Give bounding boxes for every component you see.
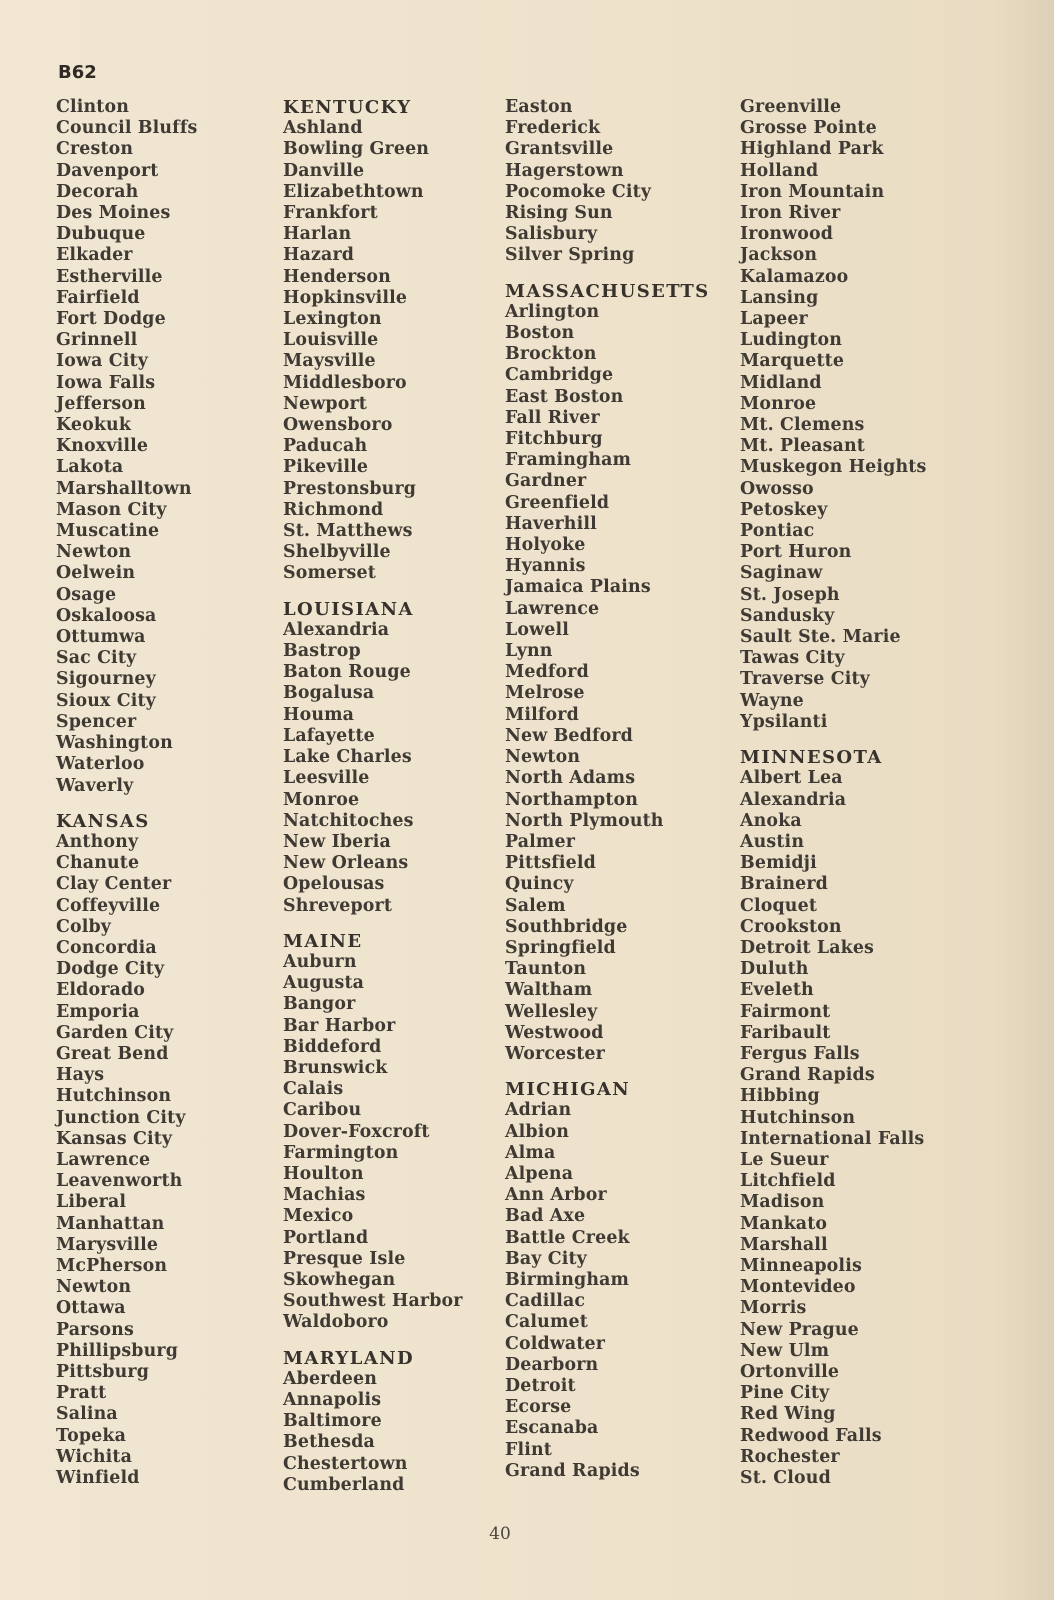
city-name: Muskegon Heights xyxy=(740,457,927,478)
city-name: Farmington xyxy=(283,1142,399,1163)
city-name: Frederick xyxy=(505,118,601,139)
city-name: Sac City xyxy=(56,648,137,669)
city-name: Garden City xyxy=(56,1022,174,1043)
city-name: Somerset xyxy=(283,563,376,584)
city-name: Fergus Falls xyxy=(740,1043,860,1064)
city-name: Coldwater xyxy=(505,1333,606,1354)
city-name: Iowa City xyxy=(56,351,148,372)
city-name: Colby xyxy=(56,916,112,937)
city-name: Pocomoke City xyxy=(505,181,652,202)
city-name: Brockton xyxy=(505,344,597,365)
city-name: Knoxville xyxy=(56,436,149,457)
city-name: Clinton xyxy=(56,97,130,117)
city-name: Dover-Foxcroft xyxy=(283,1121,430,1142)
city-name: Grinnell xyxy=(56,330,138,351)
city-name: Southwest Harbor xyxy=(283,1291,463,1312)
city-name: Calais xyxy=(283,1079,344,1100)
city-name: Elizabethtown xyxy=(283,181,424,202)
city-name: Litchfield xyxy=(740,1171,836,1192)
city-name: Tawas City xyxy=(740,648,845,669)
city-name: Skowhegan xyxy=(283,1269,396,1290)
city-name: Waltham xyxy=(505,980,593,1001)
city-name: Wichita xyxy=(56,1446,133,1467)
city-name: Pratt xyxy=(56,1383,107,1404)
city-name: Bethesda xyxy=(283,1432,375,1453)
city-name: Houma xyxy=(283,704,355,725)
city-name: Oelwein xyxy=(56,563,136,584)
city-name: Bastrop xyxy=(283,641,361,662)
city-name: Leavenworth xyxy=(56,1171,183,1192)
city-name: Albion xyxy=(505,1121,570,1142)
city-name: Baltimore xyxy=(283,1411,382,1432)
city-name: Owensboro xyxy=(283,415,393,436)
city-name: Holland xyxy=(740,160,819,181)
city-name: Dodge City xyxy=(56,959,165,980)
city-name: North Adams xyxy=(505,768,636,789)
city-name: Sault Ste. Marie xyxy=(740,627,901,648)
city-name: Flint xyxy=(505,1439,552,1460)
city-name: Lafayette xyxy=(283,725,375,746)
city-name: Alpena xyxy=(505,1163,574,1184)
city-name: Lawrence xyxy=(505,598,600,619)
city-name: Milford xyxy=(505,704,579,725)
state-heading: MICHIGAN xyxy=(505,1079,631,1101)
city-name: Parsons xyxy=(56,1319,134,1340)
city-name: Henderson xyxy=(283,266,391,287)
city-name: Ortonville xyxy=(740,1361,840,1382)
city-name: Maysville xyxy=(283,351,376,372)
city-name: Junction City xyxy=(56,1107,186,1128)
column-3 xyxy=(505,97,710,1482)
city-name: Shreveport xyxy=(283,895,393,916)
city-name: North Plymouth xyxy=(505,810,664,831)
city-name: Salisbury xyxy=(505,224,598,245)
city-name: Marysville xyxy=(56,1234,159,1255)
city-name: Pontiac xyxy=(740,521,815,542)
city-name: Fall River xyxy=(505,407,600,428)
city-name: Davenport xyxy=(56,160,159,181)
city-name: Clay Center xyxy=(56,874,172,895)
city-name: Rochester xyxy=(740,1446,840,1467)
city-name: Arlington xyxy=(505,301,600,322)
city-name: Silver Spring xyxy=(505,245,635,266)
city-name: Newton xyxy=(56,542,132,563)
city-name: Iron River xyxy=(740,203,841,224)
city-name: Elkader xyxy=(56,245,133,266)
city-name: Newport xyxy=(283,393,367,414)
city-name: Alexandria xyxy=(740,789,847,810)
city-name: Paducah xyxy=(283,436,368,457)
city-name: Topeka xyxy=(56,1425,126,1446)
city-name: Rising Sun xyxy=(505,203,613,224)
city-name: Highland Park xyxy=(740,139,884,160)
city-name: Traverse City xyxy=(740,669,870,690)
city-name: New Iberia xyxy=(283,831,391,852)
city-name: Grosse Pointe xyxy=(740,118,877,139)
city-name: Iowa Falls xyxy=(56,372,156,393)
city-name: New Orleans xyxy=(283,853,409,874)
city-name: Cadillac xyxy=(505,1291,586,1312)
city-name: Louisville xyxy=(283,330,379,351)
city-name: Boston xyxy=(505,323,575,344)
city-name: Bogalusa xyxy=(283,683,375,704)
city-name: Ashland xyxy=(283,118,363,139)
city-name: Lawrence xyxy=(56,1149,151,1170)
city-name: Fitchburg xyxy=(505,429,603,450)
city-name: Creston xyxy=(56,139,134,160)
city-name: Hyannis xyxy=(505,556,586,577)
city-name: Bar Harbor xyxy=(283,1015,396,1036)
city-name: Iron Mountain xyxy=(740,181,885,202)
city-name: Calumet xyxy=(505,1312,588,1333)
city-name: Sioux City xyxy=(56,690,156,711)
city-name: Pittsburg xyxy=(56,1361,150,1382)
city-name: Minneapolis xyxy=(740,1255,862,1276)
city-name: Des Moines xyxy=(56,203,171,224)
city-name: Oskaloosa xyxy=(56,605,157,626)
city-name: Northampton xyxy=(505,789,639,810)
city-name: Southbridge xyxy=(505,916,628,937)
city-name: Washington xyxy=(56,733,173,754)
city-name: Baton Rouge xyxy=(283,662,411,683)
city-name: Middlesboro xyxy=(283,372,407,393)
city-name: Hagerstown xyxy=(505,160,624,181)
city-name: Detroit xyxy=(505,1375,576,1396)
city-name: Emporia xyxy=(56,1001,140,1022)
city-name: Taunton xyxy=(505,959,587,980)
city-name: Medford xyxy=(505,662,589,683)
city-name: Prestonsburg xyxy=(283,478,417,499)
city-name: Annapolis xyxy=(283,1389,382,1410)
city-name: Estherville xyxy=(56,266,163,287)
city-name: Faribault xyxy=(740,1022,831,1043)
city-name: St. Joseph xyxy=(740,584,840,605)
city-name: Marshall xyxy=(740,1234,828,1255)
city-name: Liberal xyxy=(56,1192,127,1213)
city-name: St. Cloud xyxy=(740,1468,831,1488)
city-name: Marquette xyxy=(740,351,845,372)
city-name: Quincy xyxy=(505,874,574,895)
city-name: Redwood Falls xyxy=(740,1425,882,1446)
city-name: Crookston xyxy=(740,916,842,937)
city-name: Presque Isle xyxy=(283,1248,406,1269)
state-heading: MASSACHUSETTS xyxy=(505,280,710,302)
city-name: Harlan xyxy=(283,224,352,245)
city-name: Petoskey xyxy=(740,499,828,520)
city-name: Detroit Lakes xyxy=(740,937,874,958)
city-name: Gardner xyxy=(505,471,587,492)
city-name: Red Wing xyxy=(740,1404,836,1425)
city-name: Kalamazoo xyxy=(740,266,849,287)
city-name: Jefferson xyxy=(56,393,146,414)
city-name: Biddeford xyxy=(283,1036,382,1057)
city-name: Leesville xyxy=(283,768,370,789)
page-code: B62 xyxy=(58,62,97,83)
city-name: Haverhill xyxy=(505,513,597,534)
city-name: Cambridge xyxy=(505,365,614,386)
city-name: Bowling Green xyxy=(283,139,430,160)
city-name: Morris xyxy=(740,1298,807,1319)
city-name: Lansing xyxy=(740,287,819,308)
city-name: Mankato xyxy=(740,1213,828,1234)
city-name: Albert Lea xyxy=(740,768,843,789)
city-name: Cumberland xyxy=(283,1474,405,1495)
city-name: Ann Arbor xyxy=(505,1185,607,1206)
city-name: St. Matthews xyxy=(283,521,413,542)
city-name: Portland xyxy=(283,1227,369,1248)
city-name: Caribou xyxy=(283,1100,362,1121)
city-name: Lapeer xyxy=(740,309,808,330)
city-name: Port Huron xyxy=(740,542,852,563)
city-name: Chestertown xyxy=(283,1453,408,1474)
city-name: Newton xyxy=(505,747,581,768)
city-name: Bay City xyxy=(505,1248,587,1269)
city-name: Lowell xyxy=(505,619,569,640)
city-name: Keokuk xyxy=(56,415,132,436)
city-name: Mexico xyxy=(283,1206,354,1227)
city-name: Lexington xyxy=(283,309,382,330)
city-name: Hopkinsville xyxy=(283,287,408,308)
city-name: Wayne xyxy=(740,690,804,711)
city-name: Grantsville xyxy=(505,139,614,160)
city-name: Jackson xyxy=(740,245,818,266)
city-name: East Boston xyxy=(505,386,624,407)
city-name: Brainerd xyxy=(740,874,828,895)
city-name: Alma xyxy=(505,1142,556,1163)
city-name: International Falls xyxy=(740,1128,925,1149)
city-name: Lynn xyxy=(505,641,553,662)
city-name: Eveleth xyxy=(740,980,814,1001)
city-name: Mt. Clemens xyxy=(740,415,865,436)
state-heading: MARYLAND xyxy=(283,1347,415,1369)
city-name: Coffeyville xyxy=(56,895,161,916)
city-name: Springfield xyxy=(505,937,616,958)
city-name: Hutchinson xyxy=(740,1107,856,1128)
state-heading: MINNESOTA xyxy=(740,747,883,769)
city-name: Greenville xyxy=(740,97,842,117)
city-name: Fairmont xyxy=(740,1001,831,1022)
city-name: Council Bluffs xyxy=(56,118,198,139)
city-name: Pine City xyxy=(740,1383,830,1404)
city-name: Houlton xyxy=(283,1163,364,1184)
city-name: Saginaw xyxy=(740,563,823,584)
city-name: Birmingham xyxy=(505,1269,630,1290)
city-name: Frankfort xyxy=(283,203,378,224)
city-name: Palmer xyxy=(505,831,576,852)
city-name: Dearborn xyxy=(505,1354,599,1375)
city-name: Grand Rapids xyxy=(740,1065,875,1086)
city-name: Chanute xyxy=(56,853,140,874)
city-name: Fairfield xyxy=(56,287,140,308)
city-name: Owosso xyxy=(740,478,814,499)
state-heading: MAINE xyxy=(283,930,363,952)
city-name: Osage xyxy=(56,584,117,605)
city-name: Le Sueur xyxy=(740,1149,829,1170)
city-name: Holyoke xyxy=(505,535,586,556)
page-number: 40 xyxy=(489,1524,511,1544)
city-name: Kansas City xyxy=(56,1128,173,1149)
state-heading: KANSAS xyxy=(56,810,150,832)
state-heading: KENTUCKY xyxy=(283,97,412,118)
city-name: New Ulm xyxy=(740,1340,830,1361)
city-name: Sigourney xyxy=(56,669,156,690)
column-2 xyxy=(283,97,463,1496)
city-name: Aberdeen xyxy=(283,1368,378,1389)
city-name: Ottawa xyxy=(56,1298,126,1319)
city-name: Richmond xyxy=(283,499,384,520)
city-name: Spencer xyxy=(56,711,137,732)
city-name: Machias xyxy=(283,1185,366,1206)
city-name: Wellesley xyxy=(505,1001,598,1022)
city-name: Dubuque xyxy=(56,224,146,245)
city-name: Ludington xyxy=(740,330,843,351)
city-name: Hibbing xyxy=(740,1086,820,1107)
city-name: Bangor xyxy=(283,994,356,1015)
city-name: Alexandria xyxy=(283,619,390,640)
city-name: Phillipsburg xyxy=(56,1340,179,1361)
city-name: Escanaba xyxy=(505,1418,599,1439)
city-name: Framingham xyxy=(505,450,632,471)
city-name: Battle Creek xyxy=(505,1227,630,1248)
city-name: Sandusky xyxy=(740,605,835,626)
city-name: Montevideo xyxy=(740,1277,856,1298)
city-name: Pikeville xyxy=(283,457,369,478)
city-name: Salem xyxy=(505,895,566,916)
city-name: Natchitoches xyxy=(283,810,414,831)
state-heading: LOUISIANA xyxy=(283,598,414,620)
city-name: New Prague xyxy=(740,1319,859,1340)
city-name: Madison xyxy=(740,1192,825,1213)
city-name: Cloquet xyxy=(740,895,817,916)
city-name: Ecorse xyxy=(505,1397,572,1418)
city-name: Jamaica Plains xyxy=(505,577,651,598)
city-name: Ypsilanti xyxy=(740,711,828,732)
city-name: Midland xyxy=(740,372,822,393)
city-name: Ottumwa xyxy=(56,627,146,648)
city-name: Opelousas xyxy=(283,874,385,895)
city-name: Melrose xyxy=(505,683,585,704)
city-name: Waterloo xyxy=(56,754,145,775)
city-name: Anoka xyxy=(740,810,802,831)
city-name: Marshalltown xyxy=(56,478,192,499)
city-name: Waverly xyxy=(56,775,134,796)
city-name: Muscatine xyxy=(56,521,160,542)
city-name: Newton xyxy=(56,1277,132,1298)
city-name: Salina xyxy=(56,1404,118,1425)
city-name: Auburn xyxy=(283,951,357,972)
city-name: Anthony xyxy=(56,831,139,852)
city-name: Augusta xyxy=(283,973,365,994)
city-name: Grand Rapids xyxy=(505,1460,640,1481)
city-name: McPherson xyxy=(56,1255,168,1276)
city-name: Pittsfield xyxy=(505,853,596,874)
city-name: Greenfield xyxy=(505,492,610,513)
city-name: Duluth xyxy=(740,959,809,980)
city-name: Brunswick xyxy=(283,1057,388,1078)
city-name: Lake Charles xyxy=(283,747,412,768)
city-name: Danville xyxy=(283,160,365,181)
city-name: Manhattan xyxy=(56,1213,165,1234)
city-name: Waldoboro xyxy=(283,1312,389,1333)
city-name: Bemidji xyxy=(740,853,817,874)
city-name: Monroe xyxy=(283,789,360,810)
city-name: Concordia xyxy=(56,937,157,958)
city-name: Hays xyxy=(56,1065,105,1086)
city-name: Eldorado xyxy=(56,980,146,1001)
city-name: Monroe xyxy=(740,393,817,414)
city-name: Ironwood xyxy=(740,224,834,245)
city-name: Winfield xyxy=(56,1468,140,1488)
city-name: Adrian xyxy=(505,1100,572,1121)
city-name: Hutchinson xyxy=(56,1086,172,1107)
city-name: Shelbyville xyxy=(283,542,391,563)
city-name: Worcester xyxy=(505,1043,605,1064)
city-name: Great Bend xyxy=(56,1043,169,1064)
city-name: Bad Axe xyxy=(505,1206,586,1227)
column-4 xyxy=(740,97,926,1489)
city-name: Austin xyxy=(740,831,805,852)
city-name: Fort Dodge xyxy=(56,309,166,330)
column-1 xyxy=(56,97,197,1489)
city-name: Mason City xyxy=(56,499,167,520)
city-name: Hazard xyxy=(283,245,355,266)
city-name: New Bedford xyxy=(505,725,633,746)
city-name: Easton xyxy=(505,97,573,117)
city-name: Decorah xyxy=(56,181,139,202)
city-name: Westwood xyxy=(505,1022,604,1043)
city-name: Lakota xyxy=(56,457,124,478)
city-name: Mt. Pleasant xyxy=(740,436,865,457)
